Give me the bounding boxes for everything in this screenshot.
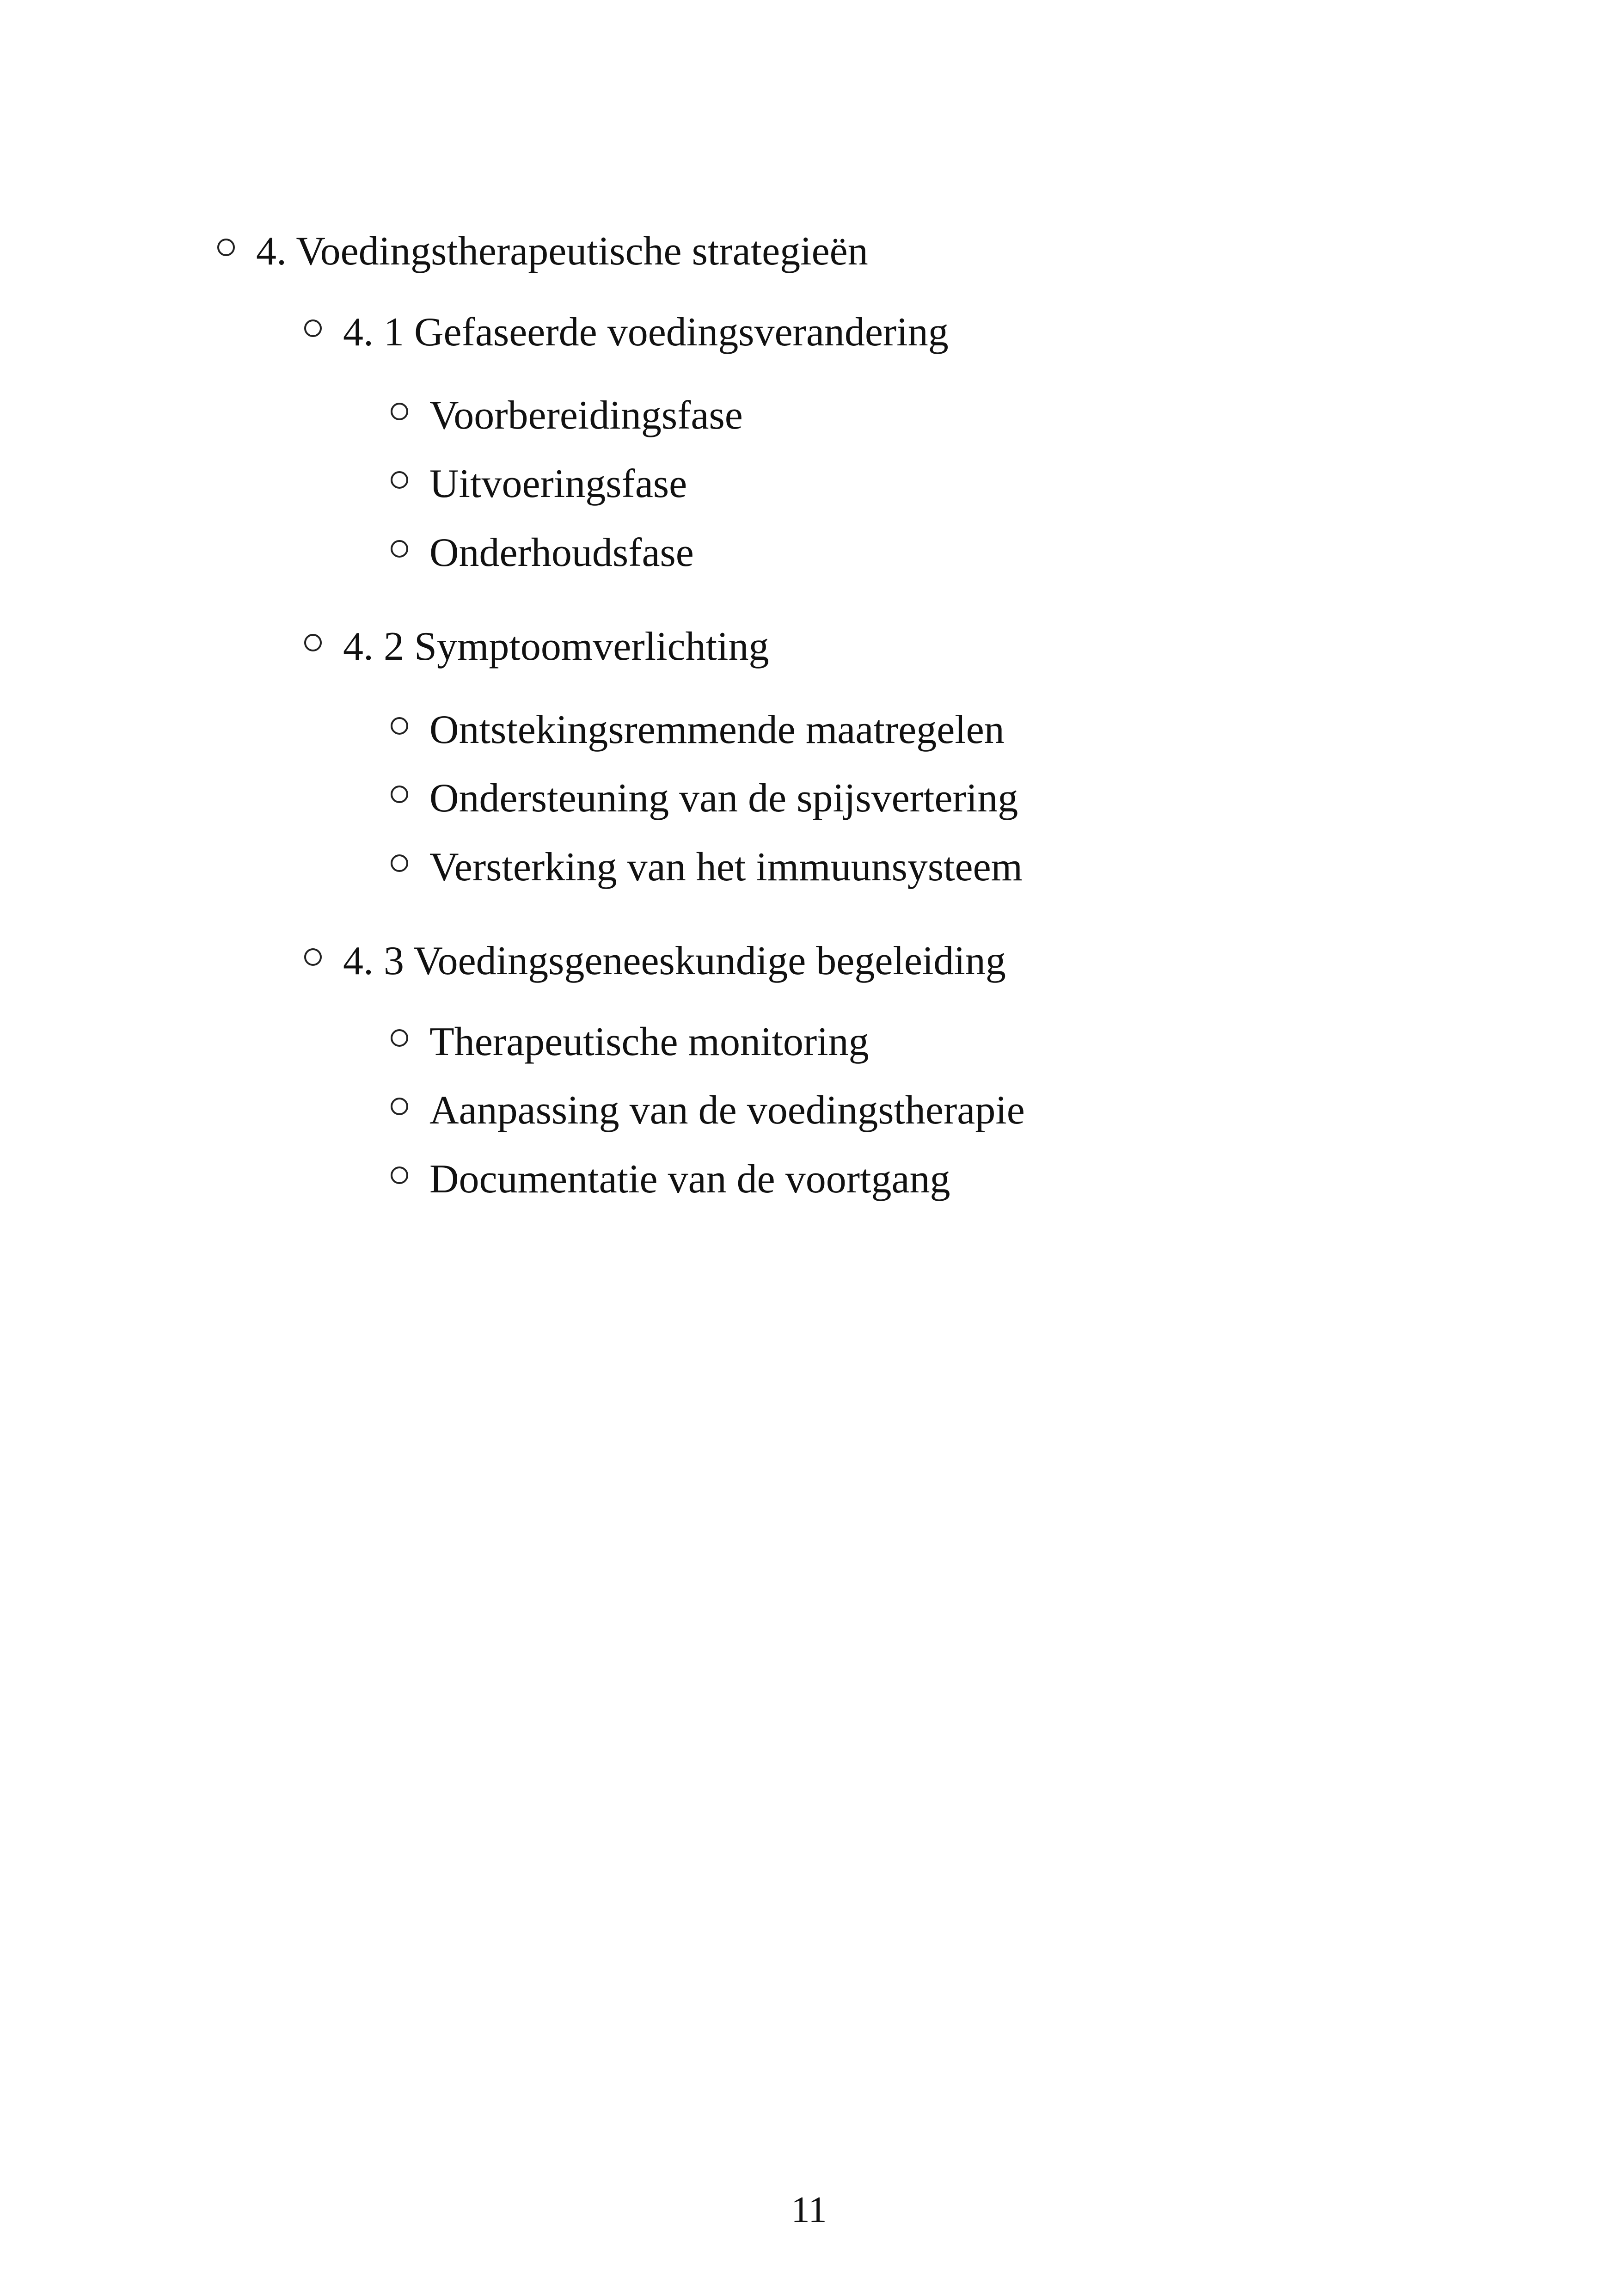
- outline-list-item: [391, 707, 1005, 752]
- outline-item-label: Aanpassing van de voedingstherapie: [429, 1088, 1025, 1133]
- outline-subsection-label: 4. 2 Symptoomverlichting: [343, 624, 769, 669]
- outline-item-label: Ontstekingsremmende maatregelen: [429, 707, 1005, 752]
- outline-item-label: Documentatie van de voortgang: [429, 1157, 950, 1202]
- outline-list-item: [391, 461, 687, 506]
- hollow-bullet-icon: [217, 239, 235, 256]
- outline-item-label: Versterking van het immuunsysteem: [429, 845, 1023, 890]
- outline-subsection-label: 4. 1 Gefaseerde voedingsverandering: [343, 310, 949, 355]
- hollow-bullet-icon: [391, 403, 408, 420]
- outline-list-item: [391, 395, 743, 436]
- outline-section-label: 4. Voedingstherapeutische strategieën: [256, 229, 868, 274]
- hollow-bullet-icon: [391, 717, 408, 735]
- outline-subsection-heading: [304, 626, 769, 667]
- hollow-bullet-icon: [304, 948, 322, 966]
- outline-list-item: [391, 530, 694, 575]
- outline-list-item: [391, 778, 1018, 819]
- outline-item-label: Voorbereidingsfase: [429, 393, 743, 438]
- outline-subsection-heading: [304, 312, 949, 353]
- outline-list-item: [391, 847, 1023, 888]
- outline-item-label: Therapeutische monitoring: [429, 1019, 869, 1064]
- outline-item-label: Ondersteuning van de spijsvertering: [429, 776, 1018, 821]
- outline-list-item: [391, 1159, 950, 1200]
- hollow-bullet-icon: [391, 1029, 408, 1047]
- hollow-bullet-icon: [391, 540, 408, 558]
- outline-subsection-heading: [304, 941, 1006, 982]
- hollow-bullet-icon: [304, 319, 322, 337]
- hollow-bullet-icon: [391, 471, 408, 489]
- hollow-bullet-icon: [304, 634, 322, 651]
- outline-list-item: [391, 1019, 869, 1064]
- outline-list-item: [391, 1090, 1025, 1131]
- outline-item-label: Uitvoeringsfase: [429, 461, 687, 506]
- outline-section-heading: [217, 231, 868, 272]
- outline-subsection-label: 4. 3 Voedingsgeneeskundige begeleiding: [343, 939, 1006, 983]
- hollow-bullet-icon: [391, 1166, 408, 1184]
- hollow-bullet-icon: [391, 854, 408, 872]
- outline-item-label: Onderhoudsfase: [429, 530, 694, 575]
- hollow-bullet-icon: [391, 786, 408, 803]
- hollow-bullet-icon: [391, 1098, 408, 1115]
- page-number: 11: [791, 2190, 827, 2230]
